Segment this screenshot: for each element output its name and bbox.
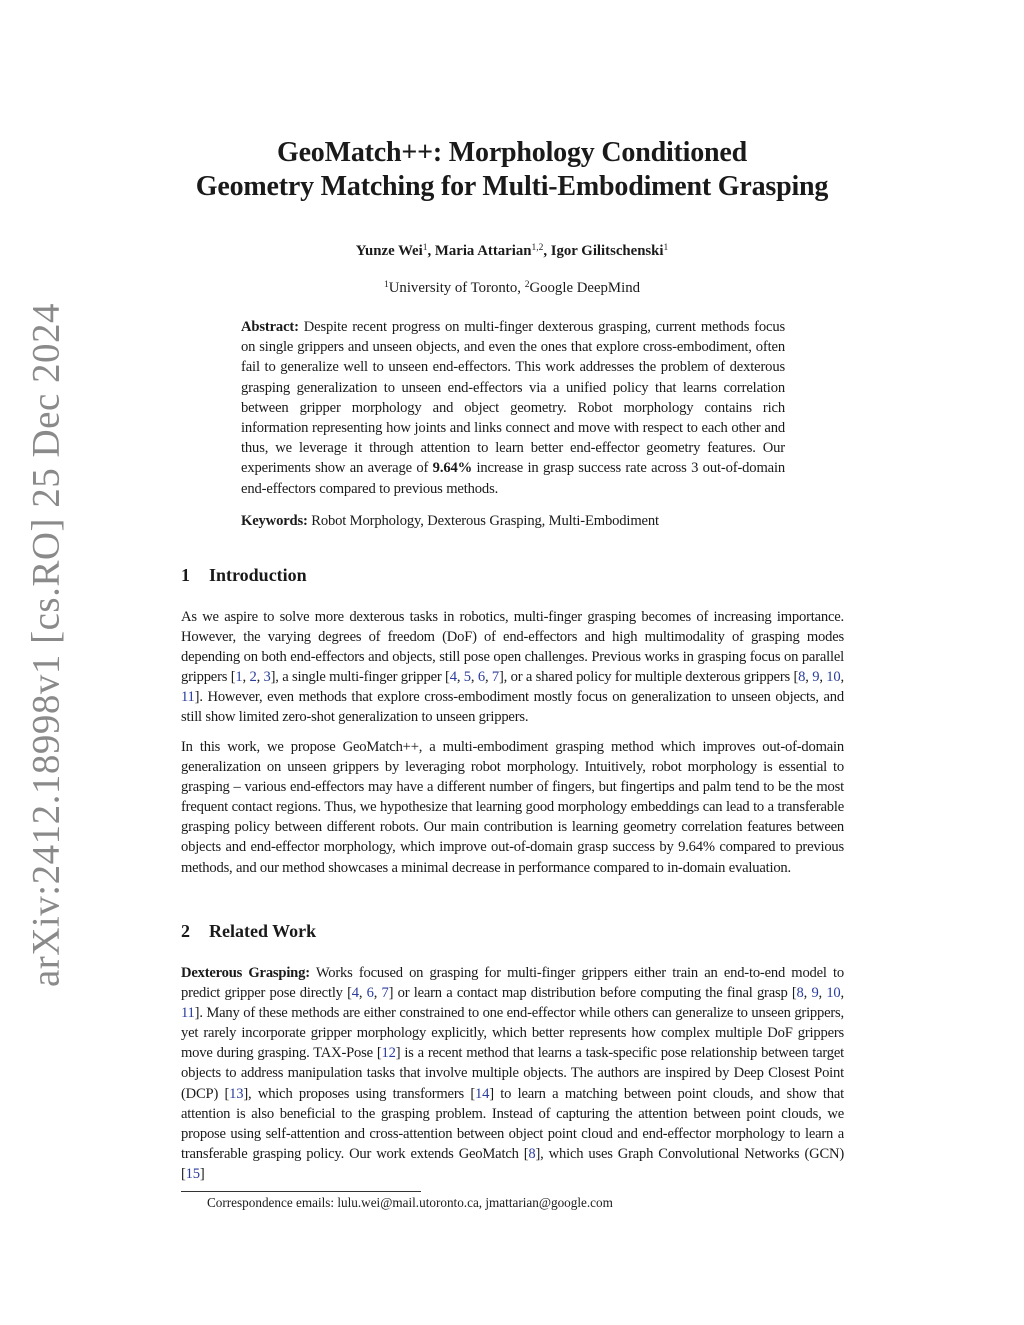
author-affil-mark: 1 (422, 243, 428, 253)
citation-link[interactable]: 11 (181, 1005, 195, 1022)
paragraph-text: ], which proposes using transformers [ (243, 1085, 476, 1102)
paragraph-text: ] (199, 1165, 205, 1182)
related-work-body (181, 965, 844, 1182)
title-line-2: Geometry Matching for Multi-Embodiment Grasping (195, 171, 829, 202)
keywords-text: Robot Morphology, Dexterous Grasping, Multi-Embodiment (311, 513, 659, 529)
keywords-label: Keywords: (241, 513, 308, 529)
paragraph-text: , (805, 669, 813, 686)
section-number: 2 (181, 921, 190, 941)
footnote: Correspondence emails: lulu.wei@mail.utoronto.ca, jmattarian@google.com (207, 1195, 613, 1210)
section-title: Introduction (209, 565, 307, 585)
paragraph-text: , (242, 669, 250, 686)
paragraph-text: Works focused on grasping for multi-finger grippers either train an end-to-end model to predict gripper pose directly [ (181, 965, 844, 1002)
section-heading-related-work (181, 921, 316, 942)
citation-link[interactable]: 4 (449, 669, 457, 686)
citation-link[interactable]: 9 (811, 985, 819, 1002)
affiliation-name: University of Toronto (388, 280, 518, 296)
author-name: Yunze Wei (355, 243, 423, 259)
paragraph-text: ] or learn a contact map distribution before computing the final grasp [ (388, 985, 797, 1002)
citation-link[interactable]: 3 (263, 669, 271, 686)
citation-link[interactable]: 11 (181, 689, 195, 706)
title-line-1: GeoMatch++: Morphology Conditioned (277, 137, 747, 168)
citation-link[interactable]: 7 (381, 985, 389, 1002)
abstract-highlight: 9.64% (432, 460, 473, 477)
abstract-text: Despite recent progress on multi-finger dexterous grasping, current methods focus on single grippers and unseen objects, and even the ones that explore cross-embodiment, often fail to generalize well to unseen end-effectors. This work addresses the problem of dexterous grasping generalization to unseen end-effectors via a unified policy that learns correlation between gripper morphology and object geometry. Robot morphology contains rich information representing how joints and links connect and move with respect to each other and thus, we leverage it through attention to learn better end-effector geometry features. Our experiments show an average of (241, 319, 786, 477)
section-number: 1 (181, 565, 190, 585)
related-work-paragraph (181, 963, 844, 1184)
citation-link[interactable]: 12 (381, 1045, 396, 1062)
footnote-rule (181, 1191, 421, 1192)
keywords (241, 513, 785, 530)
intro-paragraph-1 (181, 607, 844, 728)
paragraph-text: , (840, 669, 844, 686)
citation-link[interactable]: 8 (796, 985, 804, 1002)
citation-link[interactable]: 8 (528, 1145, 536, 1162)
paragraph-text: , (818, 985, 827, 1002)
citation-link[interactable]: 6 (366, 985, 374, 1002)
affil-mark: 2 (524, 280, 530, 290)
affil-mark: 1 (383, 280, 389, 290)
citation-link[interactable]: 1 (235, 669, 243, 686)
citation-link[interactable]: 6 (477, 669, 485, 686)
abstract-label: Abstract: (241, 319, 299, 335)
citation-link[interactable]: 2 (249, 669, 257, 686)
citation-link[interactable]: 15 (185, 1165, 200, 1182)
paragraph-text: ]. However, even methods that explore cross-embodiment mostly focus on generalization to unseen objects, and still show limited zero-shot generalization to unseen grippers. (181, 689, 844, 726)
citation-link[interactable]: 8 (798, 669, 806, 686)
citation-link[interactable]: 7 (491, 669, 500, 686)
author-affil-mark: 1,2 (531, 243, 544, 253)
paragraph-text: , (373, 985, 382, 1002)
paragraph-text: , (358, 985, 367, 1002)
paragraph-text: ], or a shared policy for multiple dexterous grippers [ (499, 669, 799, 686)
abstract-text-end: increase in grasp success rate across 3 out-of-domain end-effectors compared to previous methods. (241, 460, 786, 497)
paragraph-text: , (819, 669, 827, 686)
paragraph-text: , (803, 985, 812, 1002)
paragraph-text: , (470, 669, 478, 686)
author-affil-mark: 1 (663, 243, 669, 253)
citation-link[interactable]: 10 (826, 669, 841, 686)
author-list: Yunze Wei$^1$, Maria Attarian$^{1,2}$, Igor Gilitschenski$^1$ (355, 243, 669, 259)
paragraph-text: , (840, 985, 844, 1002)
paragraph-text: , (484, 669, 492, 686)
affiliation-list: $^1$University of Toronto, $^2$Google DeepMind (383, 280, 640, 296)
author-name: Maria Attarian (434, 243, 532, 259)
affiliation-name: Google DeepMind (529, 280, 640, 296)
citation-link[interactable]: 5 (463, 669, 471, 686)
paragraph-text: , (456, 669, 464, 686)
paragraph-lead: Dexterous Grasping: (181, 965, 310, 981)
author-name: Igor Gilitschenski (550, 243, 664, 259)
paragraph-text: As we aspire to solve more dexterous tasks in robotics, multi-finger grasping becomes of increasing importance. However, the varying degrees of freedom (DoF) of end-effectors and high multimodality of grasping modes depending on both end-effectors and objects, still pose open challenges. Previous works in grasping focus on parallel grippers [ (181, 609, 844, 686)
citation-link[interactable]: 14 (475, 1085, 490, 1102)
paragraph-text: ]. Many of these methods are either constrained to one end-effector while others can generalize to unseen grippers, yet rarely incorporate gripper morphology explicitly, which better represents how complex multiple DoF grippers move during grasping. TAX-Pose [ (181, 1005, 844, 1062)
intro-paragraph-2: In this work, we propose GeoMatch++, a multi-embodiment grasping method which improves out-of-domain generalization on unseen grippers by leveraging robot morphology. Intuitively, robot morphology is essential to grasping – various end-effectors may have a different number of fingers, but fingertips and palm tend to be the most frequent contact regions. Thus, we hypothesize that learning good morphology embeddings can lead to a transferable grasping policy between different robots. Our main contribution is learning geometry correlation features between objects and end-effector morphology, which improve out-of-domain grasp success by 9.64% compared to previous methods, and our method showcases a minimal decrease in performance compared to in-domain evaluation. (181, 739, 844, 876)
paper-title (0, 136, 1024, 204)
citation-link[interactable]: 13 (229, 1085, 244, 1102)
abstract (241, 317, 785, 499)
citation-link[interactable]: 9 (812, 669, 820, 686)
paragraph-text: ] to learn a matching between point clouds, and show that attention is also beneficial to the grasping problem. Instead of capturing the attention between point clouds, we propose using self-attention and cross-attention between object point cloud and end-effector morphology to learn a transferable grasping policy. Our work extends GeoMatch [ (181, 1085, 845, 1162)
arxiv-identifier: arXiv:2412.18998v1 [cs.RO] 25 Dec 2024 (24, 302, 68, 988)
citation-link[interactable]: 10 (826, 985, 841, 1002)
section-heading-introduction (181, 565, 307, 586)
paragraph-text: ], a single multi-finger gripper [ (270, 669, 450, 686)
paragraph-text: , (256, 669, 264, 686)
paragraph-text: ], which uses Graph Convolutional Networks (GCN) [ (181, 1145, 844, 1182)
citation-link[interactable]: 4 (351, 985, 359, 1002)
section-title: Related Work (209, 921, 317, 941)
paragraph-text: ] is a recent method that learns a task-specific pose relationship between target objects to address manipulation tasks that involve multiple objects. The authors are inspired by Deep Closest Point (DCP) [ (181, 1045, 844, 1102)
